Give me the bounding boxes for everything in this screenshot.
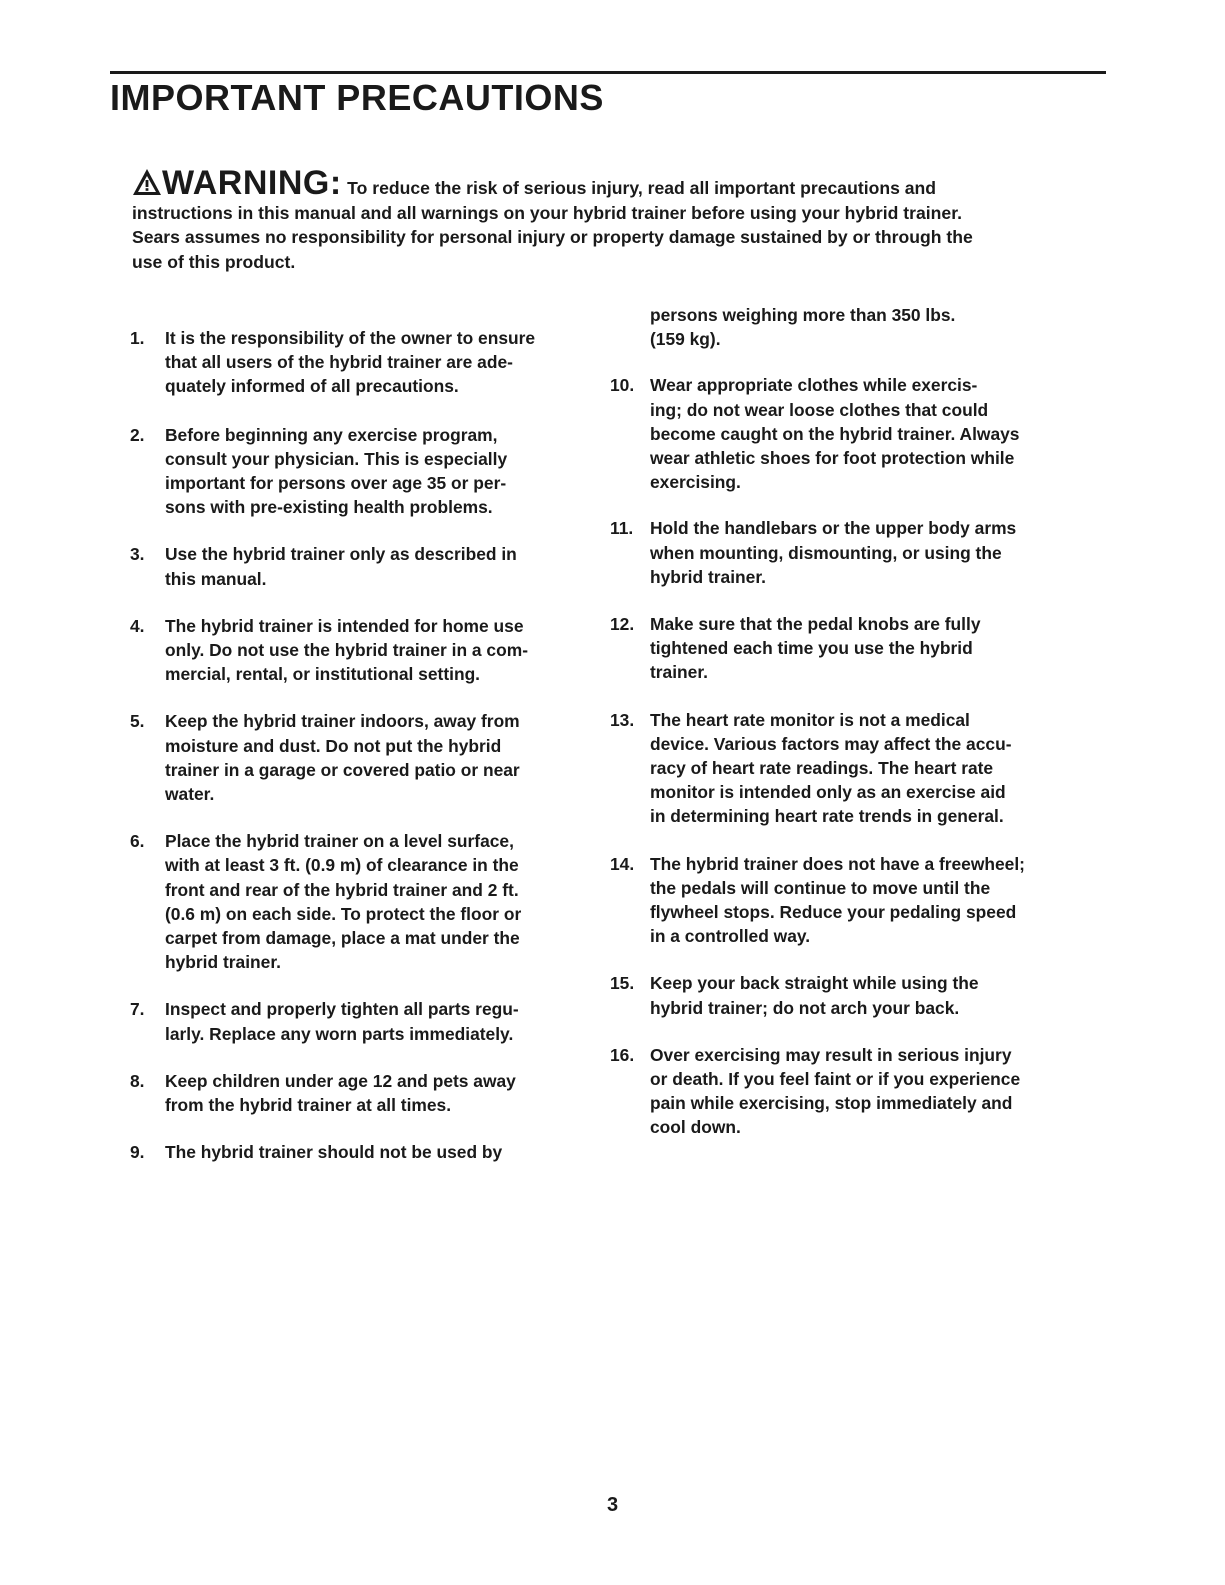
item-text-line: The hybrid trainer does not have a freewheel; [650,853,1025,874]
warning-text-line: use of this product. [132,251,296,272]
item-text-line: pain while exercising, stop immediately and [650,1093,1013,1114]
precaution-item [610,612,1090,685]
item-number: 16. [610,1044,635,1065]
item-text-line: device. Various factors may affect the accu- [650,733,1012,754]
item-text-line: important for persons over age 35 or per- [165,473,507,494]
item-text-line: ing; do not wear loose clothes that could [650,399,989,420]
item-text-line: exercising. [650,472,741,493]
precaution-item [610,971,1090,1019]
item-text-line: Use the hybrid trainer only as described in [165,544,517,565]
item-text-line: Over exercising may result in serious injury [650,1044,1012,1065]
item-text-line: Place the hybrid trainer on a level surface, [165,831,514,852]
item-text-line: racy of heart rate readings. The heart rate [650,758,994,779]
item-text-line: consult your physician. This is especially [165,448,508,469]
warning-label: WARNING [162,164,330,202]
warning-text-line: To reduce the risk of serious injury, read all important precautions and [347,178,937,198]
precaution-item [610,373,1090,494]
precaution-item [130,997,600,1045]
item-text-line: trainer in a garage or covered patio or near [165,759,520,780]
item-number: 12. [610,614,635,635]
item-number: 5. [130,711,145,732]
item-number: 13. [610,709,635,730]
warning-text-line: Sears assumes no responsibility for personal injury or property damage sustained by or through the [132,227,973,247]
precaution-item [610,1043,1090,1140]
item-text-line: in determining heart rate trends in general. [650,806,1004,827]
precaution-item [130,614,600,687]
item-text-line: front and rear of the hybrid trainer and 2 ft. [165,879,519,900]
precaution-item [130,709,600,806]
precaution-item [130,1069,600,1117]
item-text-line: with at least 3 ft. (0.9 m) of clearance in the [165,855,519,876]
item-number: 2. [130,424,145,445]
item-text-line: tightened each time you use the hybrid [650,638,973,659]
item-text-line: water. [165,784,215,805]
item-text-line: hybrid trainer; do not arch your back. [650,997,960,1018]
item-text-line: when mounting, dismounting, or using the [650,542,1002,563]
precaution-item [130,829,600,974]
item-number: 14. [610,853,635,874]
precaution-item [130,326,600,399]
item-number: 4. [130,615,145,636]
header-rule [110,71,1106,74]
item-text-line: (159 kg). [650,329,721,350]
precaution-item [130,542,600,590]
item-number: 10. [610,375,635,396]
warning-colon: : [329,164,342,202]
precaution-item [130,423,600,520]
item-number: 3. [130,544,145,565]
item-text-line: the pedals will continue to move until the [650,877,991,898]
item-text-line: wear athletic shoes for foot protection while [650,448,1015,469]
item-number: 1. [130,328,145,348]
page-number: 3 [606,1494,619,1516]
item-text-line: larly. Replace any worn parts immediately. [165,1023,514,1044]
item-text-line: mercial, rental, or institutional setting. [165,664,481,685]
item-text-line: Keep your back straight while using the [650,973,979,994]
item-text-line: carpet from damage, place a mat under the [165,928,520,949]
item-number: 9. [130,1142,145,1163]
continued-item-text [610,303,1090,351]
item-text-line: flywheel stops. Reduce your pedaling speed [650,902,1017,923]
item-text-line: or death. If you feel faint or if you experience [650,1069,1021,1090]
item-text-line: Hold the handlebars or the upper body arms [650,518,1017,539]
precaution-item [130,1140,600,1164]
page-title: IMPORTANT PRECAUTIONS [110,77,604,118]
item-text-line: in a controlled way. [650,926,811,947]
item-text-line: that all users of the hybrid trainer are ade- [165,352,513,373]
precaution-item [610,516,1090,589]
item-number: 15. [610,973,635,994]
item-text-line: hybrid trainer. [650,566,766,587]
item-text-line: moisture and dust. Do not put the hybrid [165,735,502,756]
item-text-line: (0.6 m) on each side. To protect the floor or [165,903,522,924]
item-text-line: The hybrid trainer is intended for home use [165,615,524,636]
precaution-item [610,852,1090,949]
item-text-line: hybrid trainer. [165,952,281,973]
item-number: 11. [610,518,634,539]
item-text-line: Wear appropriate clothes while exercis- [650,375,978,396]
item-text-line: Before beginning any exercise program, [165,424,498,445]
precaution-item [610,708,1090,829]
item-number: 8. [130,1070,145,1091]
warning-block [132,166,1092,274]
item-text-line: quately informed of all precautions. [165,376,459,397]
item-text-line: The hybrid trainer should not be used by [165,1142,503,1163]
item-text-line: from the hybrid trainer at all times. [165,1095,452,1116]
item-text-line: Keep children under age 12 and pets away [165,1070,516,1091]
item-text-line: become caught on the hybrid trainer. Always [650,423,1020,444]
warning-text-line: instructions in this manual and all warnings on your hybrid trainer before using your hybrid trainer. [132,202,962,223]
item-number: 7. [130,999,145,1020]
item-number: 6. [130,831,145,852]
item-text-line: persons weighing more than 350 lbs. [650,305,956,325]
item-text-line: this manual. [165,568,267,589]
item-text-line: sons with pre-existing health problems. [165,497,493,518]
item-text-line: monitor is intended only as an exercise aid [650,782,1006,803]
item-text-line: Make sure that the pedal knobs are fully [650,614,981,635]
item-text-line: The heart rate monitor is not a medical [650,709,970,730]
right-column [610,303,1090,1140]
warning-triangle-icon [132,168,162,203]
left-column [130,303,600,1164]
item-text-line: trainer. [650,662,708,683]
warning-heading [132,166,1092,201]
item-text-line: only. Do not use the hybrid trainer in a com- [165,640,528,661]
item-text-line: It is the responsibility of the owner to ensure [165,328,536,348]
item-text-line: Keep the hybrid trainer indoors, away from [165,711,520,732]
item-text-line: cool down. [650,1117,741,1138]
item-text-line: Inspect and properly tighten all parts regu- [165,999,519,1020]
